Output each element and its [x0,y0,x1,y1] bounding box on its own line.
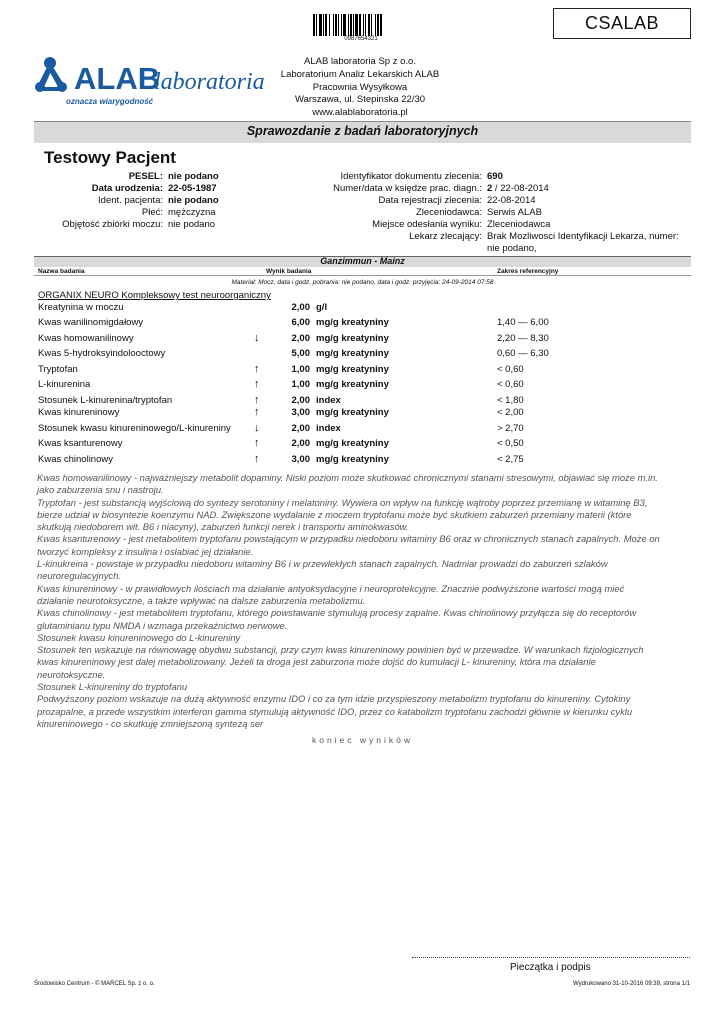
result-value: 2,00 [291,395,310,406]
result-value: 2,00 [291,423,310,434]
result-row [0,348,725,360]
barcode-bar [323,14,324,36]
result-unit: mg/g kreatyniny [316,348,389,359]
result-unit: index [316,423,341,434]
result-value: 6,00 [291,317,310,328]
urine-volume-label: Objętość zbiórki moczu: [62,219,163,230]
result-flag: ↑ [254,453,260,465]
result-reference: < 2,00 [497,407,524,418]
comment-line: kwas kinureninowy jest dalej metabolizowany. Jeżeli ta droga jest zaburzona może dojść do kumulacji L- kinureniny, która ma działanie [37,656,596,668]
result-value: 3,00 [291,454,310,465]
result-reference: < 0,60 [497,364,524,375]
comment-line: Stosunek L-kinureniny do tryptofanu [37,681,188,693]
comment-line: działanie neurotoksyczne, a także wpływać na dalsze zaburzenia metabolizmu. [37,594,366,606]
barcode-bar [316,14,317,36]
barcode-bar [359,14,361,36]
result-unit: index [316,395,341,406]
result-name: Kwas kinureninowy [38,407,120,418]
result-destination-value: Zleceniodawca [487,219,551,230]
comment-line: Kwas ksanturenowy - jest metabolitem tryptofanu powstającym w przypadku niedoboru witaminy B6 oraz w chronicznych stanach zapalnych. Może on [37,533,660,545]
test-group-title: ORGANIX NEURO Kompleksowy test neuroorganiczny [38,290,271,301]
col-header-name: Nazwa badania [38,268,85,275]
result-row [0,423,725,435]
report-title: Sprawozdanie z badań laboratoryjnych [246,124,479,138]
sex-value: mężczyzna [168,207,216,218]
comment-line: glutaminianu typu NMDA i wzmaga przekaźnictwo nerwowe. [37,619,288,631]
result-row [0,302,725,314]
result-value: 1,00 [291,379,310,390]
barcode-bar [363,14,364,36]
comment-line: neuroregulacyjnych. [37,570,121,582]
barcode-bar [335,14,337,36]
result-name: Kreatynina w moczu [38,302,124,313]
barcode-bar [333,14,334,36]
lab-info-line: Warszawa, ul. Stepinska 22/30 [294,94,426,106]
result-value: 1,00 [291,364,310,375]
result-reference: 1,40 — 6,00 [497,317,549,328]
comment-line: skutkują niedoborem wit. B6 i niacyny), zaburzeń funkcji nerek i transportu aminokwasów. [37,521,409,533]
comment-line: Tryptofan - jest substancją wyjściową do syntezy serotoniny i melatoniny. Wywiera on wpływ na funkcję wątroby poprzez przemianę w witaminę B3, [37,496,648,508]
result-name: L-kinurenina [38,379,91,390]
col-header-result: Wynik badania [266,268,312,275]
patient-id-value: nie podano [168,195,219,206]
urine-volume-value: nie podano [168,219,216,230]
header-divider [34,275,691,276]
result-flag: ↑ [254,363,260,375]
result-row [0,364,725,376]
barcode-bar [355,14,358,36]
doctor-label: Lekarz zlecający: [409,231,482,242]
section-title: Ganzimmun - Mainz [320,256,405,266]
lab-info [245,56,475,120]
order-id-value: 690 [487,171,503,182]
lab-info-line: ALAB laboratoria Sp z o.o. [304,56,416,67]
code-box: CSALAB [553,8,691,39]
doctor-value-cont: nie podano, [487,243,537,254]
logo-word-laboratoria: laboratoria [154,69,265,95]
result-destination-label: Miejsce odesłania wyniku: [372,219,482,230]
result-unit: mg/g kreatyniny [316,407,389,418]
comment-line: L-kinukreina - powstaje w przypadku niedoboru witaminy B6 i w przewlekłych stanach zapalnych. Nadmiar prowadzi do zaburzeń szlaków [37,558,608,570]
comment-line: bierze udział w biosyntezie koenzymu NAD. Zwiększone wydalanie z moczem tryptofanu może być skutkiem zaburzeń przemiany materii (które [37,508,632,520]
result-unit: mg/g kreatyniny [316,364,389,375]
comment-line: neurotoksyczne. [37,668,106,680]
result-value: 3,00 [291,407,310,418]
barcode-bar [371,14,372,36]
result-name: Kwas chinolinowy [38,454,113,465]
barcode [313,14,409,36]
result-unit: mg/g kreatyniny [316,438,389,449]
lab-info-line: Laboratorium Analiz Lekarskich ALAB [280,68,440,80]
barcode-bar [313,14,315,36]
result-flag: ↑ [254,378,260,390]
client-value: Serwis ALAB [487,207,542,218]
comment-line: Kwas homowanilinowy - najważniejszy metabolit dopaminy. Niski poziom może skutkować chronicznymi stanami stresowymi, objawiać się może m.in. [37,472,658,483]
barcode-bar [350,14,352,36]
result-name: Kwas 5-hydroksyindolooctowy [38,348,166,359]
result-name: Kwas wanilinomigdałowy [38,317,144,328]
doctor-value: Brak Mozliwosci Identyfikacji Lekarza, numer: [487,231,679,242]
result-unit: mg/g kreatyniny [316,454,389,465]
registration-date-label: Data rejestracji zlecenia: [378,195,482,206]
lab-info-line: Pracownia Wysyłkowa [312,81,408,93]
barcode-bar [365,14,366,36]
result-flag: ↑ [254,394,260,406]
footer-print-info: Wydrukowano 31-10-2016 09:39, strona 1/1 [572,981,690,987]
result-row [0,333,725,345]
result-flag: ↓ [254,422,260,434]
barcode-bar [329,14,330,36]
result-unit: mg/g kreatyniny [316,317,389,328]
result-row [0,454,725,466]
pesel-label: PESEL: [128,171,163,182]
barcode-bar [319,14,322,36]
comment-line: Kwas kinureninowy - w prawidłowych ilościach ma działanie antyoksydacyjne i neuroprotekcyjne. Znacznie podwyższone wartości mogą mieć [37,582,625,594]
barcode-bar [341,14,342,36]
lab-info-line: www.alablaboratoria.pl [312,107,408,119]
result-reference: < 1,80 [497,395,524,406]
order-id-label: Identyfikator dokumentu zlecenia: [340,171,482,182]
result-row [0,407,725,419]
book-number-value [487,183,549,194]
result-value: 2,00 [291,438,310,449]
result-name: Stosunek kwasu kinureninowego/L-kinureniny [38,423,231,434]
barcode-bar [368,14,370,36]
comment-line: Podwyższony poziom wskazuje na dużą aktywność enzymu IDO i co za tym idzie przyspieszony metabolizm tryptofanu do kinureniny. Cytokiny [37,693,631,705]
patient-name: Testowy Pacjent [44,148,176,167]
result-reference: < 0,50 [497,438,524,449]
material-info: Materiał: Mocz, data i godz. pobrania: nie podano, data i godz. przyjęcia: 24-09-2014 07:58 [231,279,494,286]
logo-word-alab: ALAB [74,61,161,96]
signature-label: Pieczątka i podpis [510,962,591,973]
barcode-bar [377,14,379,36]
registration-date-value: 22-08-2014 [487,195,536,206]
result-value: 2,00 [291,333,310,344]
comment-line: jako zaburzenia snu i nastroju. [37,484,164,496]
barcode-bar [325,14,327,36]
result-flag: ↓ [254,332,260,344]
barcode-bar [343,14,346,36]
barcode-bar [338,14,339,36]
logo-tagline: oznacza wiarygodność [66,97,154,106]
comment-line: Kwas chinolinowy - jest metabolitem tryptofanu, którego powstawanie stymulują procesy zapalne. Kwas chinolinowy przyłącza się do receptorów [37,607,637,619]
footer-copyright: Środowisko Centrum - © MARCEL Sp. z o. o. [34,981,155,987]
comment-line: Stosunek ten wskazuje na równowagę obydwu substancji, przy czym kwas kinureninowy powinien być w przewadze. W warunkach fizjologicznych [37,644,644,656]
result-flag: ↑ [254,437,260,449]
comment-line: tworzyć kompleksy z insulina i osłabiać jej działanie. [37,545,254,557]
patient-id-label: Ident. pacjenta: [98,195,163,206]
result-reference: 0,60 — 6,30 [497,348,549,359]
result-unit: mg/g kreatyniny [316,379,389,390]
signature-line [412,957,690,958]
pesel-value: nie podano [168,171,219,182]
end-of-results: koniec wyników [311,735,414,745]
barcode-bar [375,14,376,36]
result-value: 5,00 [291,348,310,359]
result-name: Tryptofan [38,364,78,375]
result-reference: 2,20 — 8,30 [497,333,549,344]
barcode-bar [348,14,349,36]
result-unit: mg/g kreatyniny [316,333,389,344]
sex-label: Płeć: [141,207,163,218]
barcode-bar [353,14,354,36]
book-number-label: Numer/data w księdze prac. diagn.: [333,183,482,194]
result-name: Stosunek L-kinurenina/tryptofan [38,395,173,406]
client-label: Zleceniodawca: [415,207,482,218]
result-row [0,317,725,329]
result-flag: ↑ [254,406,260,418]
result-value: 2,00 [291,302,310,313]
result-name: Kwas ksanturenowy [38,438,123,449]
birthdate-label: Data urodzenia: [91,183,163,194]
col-header-reference: Zakres referencyjny [497,268,559,275]
comments-block [37,472,687,730]
birthdate-value: 22-05-1987 [168,183,217,194]
book-number-bold: 2 [487,183,493,194]
result-unit: g/l [316,302,328,313]
barcode-number: 0987654321 [344,36,378,42]
barcode-bar [380,14,382,36]
result-name: Kwas homowanilinowy [38,333,134,344]
result-row [0,438,725,450]
result-row [0,395,725,407]
result-row [0,379,725,391]
comment-line: prozapalne, a przede wszystkim interferon gamma stymulują aktywność IDO, przez co katabolizm tryptofanu zachodzi głównie w kierunku cyklu [37,705,633,717]
book-number-date: / 22-08-2014 [492,183,549,194]
comment-line: kinureninowego - co skutkuję zmniejszoną syntezą ser [37,717,264,729]
result-reference: < 0,60 [497,379,524,390]
result-reference: < 2,75 [497,454,524,465]
result-reference: > 2,70 [497,423,524,434]
comment-line: Stosunek kwasu kinureninowego do L-kinureniny [37,631,241,643]
